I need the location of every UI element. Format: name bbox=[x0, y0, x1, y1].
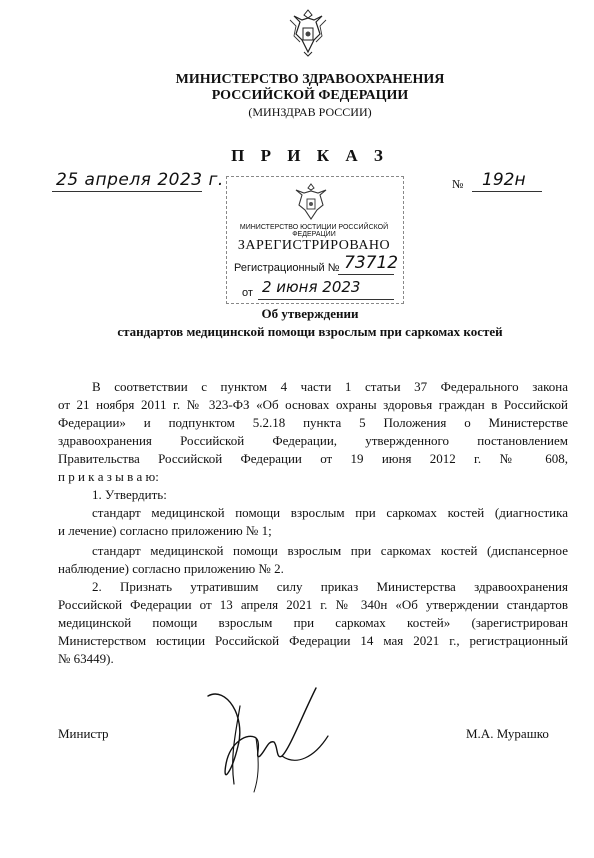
stamp-reg-number: 73712 bbox=[344, 253, 399, 273]
preamble-line: п р и к а з ы в а ю: bbox=[58, 469, 159, 484]
item-2-line: 2. Признать утратившим силу приказ Министерства здравоохранения bbox=[92, 579, 568, 594]
stamp-issuer: МИНИСТЕРСТВО ЮСТИЦИИ РОССИЙСКОЙ ФЕДЕРАЦИИ bbox=[239, 224, 389, 238]
stamp-emblem-icon bbox=[290, 181, 332, 223]
coat-of-arms-icon bbox=[286, 6, 330, 58]
order-number: 192н bbox=[482, 170, 526, 190]
preamble-line: от 21 ноября 2011 г. № 323-ФЗ «Об основах охраны здоровья граждан в Российской bbox=[58, 397, 568, 412]
preamble-line: Федерации» и подпунктом 5.2.18 пункта 5 Положения о Министерстве bbox=[58, 415, 568, 430]
item-2-line: Министерством юстиции Российской Федерации 14 мая 2021 г., регистрационный bbox=[58, 633, 568, 648]
item-2-line: № 63449). bbox=[58, 651, 114, 666]
number-sign: № bbox=[452, 177, 464, 191]
ministry-short-name: (МИНЗДРАВ РОССИИ) bbox=[248, 105, 372, 119]
item-1b-line: наблюдение) согласно приложению № 2. bbox=[58, 561, 284, 576]
stamp-date: 2 июня 2023 bbox=[262, 278, 361, 296]
stamp-registered-label: ЗАРЕГИСТРИРОВАНО bbox=[237, 238, 391, 253]
document-type: П Р И К А З bbox=[231, 146, 389, 165]
ministry-name-line1: МИНИСТЕРСТВО ЗДРАВООХРАНЕНИЯ bbox=[175, 72, 445, 87]
date-underline bbox=[52, 191, 202, 192]
ministry-name-line2: РОССИЙСКОЙ ФЕДЕРАЦИИ bbox=[211, 88, 409, 103]
order-title-line1: Об утверждении bbox=[261, 306, 359, 321]
signatory-name: М.А. Мурашко bbox=[466, 726, 549, 741]
signatory-position: Министр bbox=[58, 726, 109, 741]
stamp-number-underline bbox=[338, 274, 394, 275]
preamble-line: здравоохранения Российской Федерации, утвержденного постановлением bbox=[58, 433, 568, 448]
order-title-line2: стандартов медицинской помощи взрослым при саркомах костей bbox=[117, 324, 503, 339]
item-2-line: медицинской помощи взрослым при саркомах костей» (зарегистрирован bbox=[58, 615, 568, 630]
stamp-reg-number-label: Регистрационный № bbox=[234, 262, 340, 274]
order-date: 25 апреля 2023 г. bbox=[56, 170, 224, 190]
item-1: 1. Утвердить: bbox=[92, 487, 167, 502]
stamp-date-underline bbox=[258, 299, 394, 300]
stamp-date-label: от bbox=[242, 287, 253, 299]
item-2-line: Российской Федерации от 13 апреля 2021 г. № 340н «Об утверждении стандартов bbox=[58, 597, 568, 612]
handwritten-signature bbox=[196, 676, 336, 796]
item-1a-line: стандарт медицинской помощи взрослым при саркомах костей (диагностика bbox=[92, 505, 568, 520]
preamble-line: Правительства Российской Федерации от 19 июня 2012 г. № 608, bbox=[58, 451, 568, 466]
item-1a-line: и лечение) согласно приложению № 1; bbox=[58, 523, 272, 538]
number-underline bbox=[472, 191, 542, 192]
preamble-line: В соответствии с пунктом 4 части 1 статьи 37 Федерального закона bbox=[92, 379, 568, 394]
item-1b-line: стандарт медицинской помощи взрослым при саркомах костей (диспансерное bbox=[92, 543, 568, 558]
